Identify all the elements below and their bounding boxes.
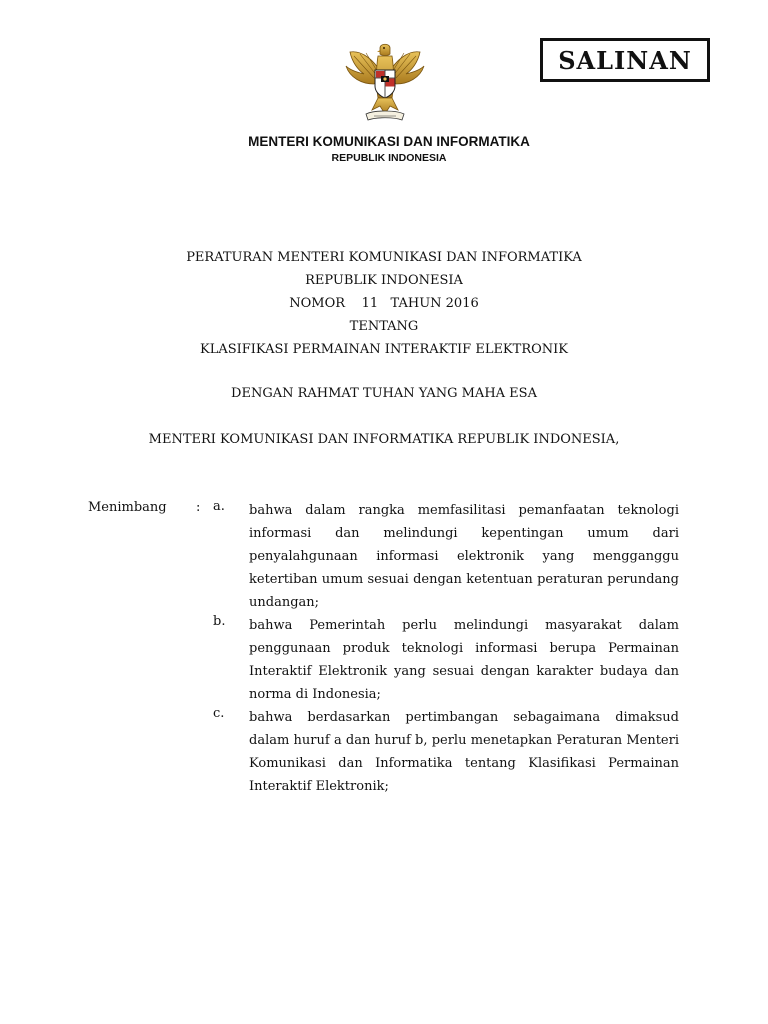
title-line-2: REPUBLIK INDONESIA [305,273,463,288]
menimbang-label: Menimbang [88,500,167,515]
salinan-stamp: SALINAN [540,38,710,82]
item-letter: a. [213,499,225,514]
menimbang-item-c [213,706,679,798]
ministry-name: MENTERI KOMUNIKASI DAN INFORMATIKA [248,134,530,149]
ministry-country: REPUBLIK INDONESIA [331,152,447,164]
menteri-line: MENTERI KOMUNIKASI DAN INFORMATIKA REPUBLIK INDONESIA, [148,432,620,447]
regulation-title [0,246,768,361]
item-letter: c. [213,706,225,721]
rahmat-line: DENGAN RAHMAT TUHAN YANG MAHA ESA [231,386,537,401]
item-text: bahwa berdasarkan pertimbangan sebagaimana dimaksud dalam huruf a dan huruf b, perlu menetapkan Peraturan Menteri Komunikasi dan Informatika tentang Klasifikasi Permainan Interaktif Elektronik; [249,710,679,794]
title-line-1: PERATURAN MENTERI KOMUNIKASI DAN INFORMATIKA [186,250,582,265]
item-text: bahwa dalam rangka memfasilitasi pemanfaatan teknologi informasi dan melindungi kepentingan umum dari penyalahgunaan informasi elektronik yang mengganggu ketertiban umum sesuai dengan ketentuan peraturan perundang undangan; [249,503,679,610]
menimbang-colon: : [196,500,201,515]
title-subject: KLASIFIKASI PERMAINAN INTERAKTIF ELEKTRONIK [200,342,568,357]
title-number-line: NOMOR 11 TAHUN 2016 [289,296,479,311]
menimbang-item-b [213,614,679,706]
item-text: bahwa Pemerintah perlu melindungi masyarakat dalam penggunaan produk teknologi informasi berupa Permainan Interaktif Elektronik yang sesuai dengan karakter budaya dan norma di Indonesia; [249,618,679,702]
title-tentang: TENTANG [349,319,419,334]
menimbang-item-a [213,499,679,614]
garuda-emblem-icon [344,40,426,124]
item-letter: b. [213,614,226,629]
